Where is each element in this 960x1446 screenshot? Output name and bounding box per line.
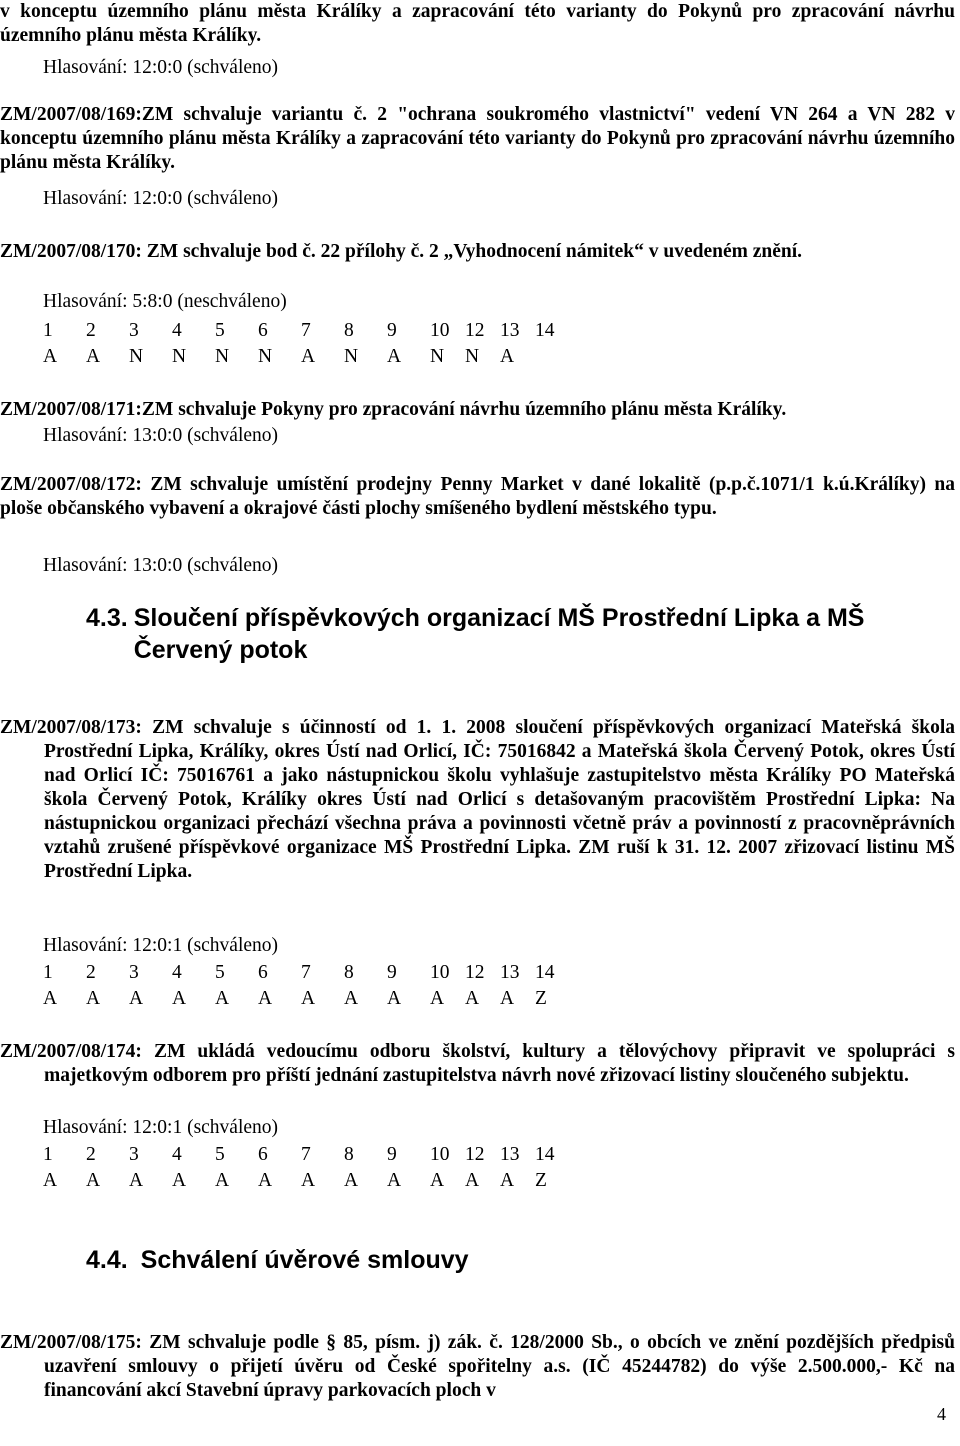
intro-text: v konceptu územního plánu města Králíky a zapracování této varianty do Pokynů pro zpracování návrhu územního plánu města Králíky. xyxy=(0,1,955,46)
resolution-171-text: ZM/2007/08/171:ZM schvaluje Pokyny pro zpracování návrhu územního plánu města Králíky. xyxy=(0,399,787,420)
vote-table-cell: A xyxy=(430,1170,445,1191)
intro-vote: Hlasování: 12:0:0 (schváleno) xyxy=(43,57,279,78)
section-4-4-title: Schválení úvěrové smlouvy xyxy=(140,1246,469,1274)
resolution-174 xyxy=(0,1040,955,1088)
vote-table-cell: A xyxy=(258,1170,273,1191)
vote-table-cell: 1 xyxy=(43,320,53,341)
resolution-174-vote: Hlasování: 12:0:1 (schváleno) xyxy=(43,1117,279,1138)
resolution-172-vote: Hlasování: 13:0:0 (schváleno) xyxy=(43,555,279,576)
resolution-169-text: ZM/2007/08/169:ZM schvaluje variantu č. 2 "ochrana soukromého vlastnictví" vedení VN 264 a VN 282 v konceptu územního plánu města Králíky a zapracování této varianty do Pokynů pro zpracování návrhu územního plánu města Králíky. xyxy=(0,104,955,173)
vote-table-cell: A xyxy=(387,988,402,1009)
vote-table-cell: A xyxy=(86,1170,101,1191)
vote-table-cell: 9 xyxy=(387,962,397,983)
vote-table-cell: A xyxy=(172,1170,187,1191)
resolution-169-vote: Hlasování: 12:0:0 (schváleno) xyxy=(43,188,279,209)
resolution-169 xyxy=(0,103,955,175)
section-4-3-title: Sloučení příspěvkových organizací MŠ Prostřední Lipka a MŠ Červený potok xyxy=(133,604,865,664)
vote-table-cell: 7 xyxy=(301,962,311,983)
vote-table-cell: A xyxy=(387,346,402,367)
vote-table-cell: 13 xyxy=(500,320,520,341)
vote-table-cell: A xyxy=(86,988,101,1009)
vote-table-cell: 13 xyxy=(500,1144,520,1165)
vote-table-cell: A xyxy=(215,1170,230,1191)
vote-table-cell: N xyxy=(258,346,273,367)
vote-table-cell: A xyxy=(43,988,58,1009)
vote-table-cell: A xyxy=(465,1170,480,1191)
vote-table-cell: Z xyxy=(535,988,547,1009)
resolution-170-vote: Hlasování: 5:8:0 (neschváleno) xyxy=(43,291,287,312)
vote-table-cell: 3 xyxy=(129,1144,139,1165)
resolution-171-vote: Hlasování: 13:0:0 (schváleno) xyxy=(43,425,279,446)
resolution-173-vote-table xyxy=(43,960,570,1012)
vote-table-cell: A xyxy=(172,988,187,1009)
vote-table-cell: 8 xyxy=(344,1144,354,1165)
vote-table-cell: 6 xyxy=(258,1144,268,1165)
vote-table-cell: A xyxy=(215,988,230,1009)
vote-table-cell: 5 xyxy=(215,320,225,341)
member-number-row xyxy=(43,960,570,986)
section-4-3-number: 4.3. xyxy=(86,604,128,632)
vote-table-cell: 3 xyxy=(129,320,139,341)
vote-table-cell: N xyxy=(215,346,230,367)
resolution-175 xyxy=(0,1331,955,1403)
vote-table-cell: 6 xyxy=(258,962,268,983)
vote-table-cell: A xyxy=(500,346,515,367)
vote-table-cell: 2 xyxy=(86,320,96,341)
resolution-174-vote-table xyxy=(43,1142,570,1194)
vote-table-cell: 12 xyxy=(465,962,485,983)
section-4-4-heading xyxy=(86,1244,469,1276)
vote-table-cell: A xyxy=(500,988,515,1009)
resolution-172 xyxy=(0,473,955,521)
vote-table-cell: N xyxy=(129,346,144,367)
vote-table-cell: 10 xyxy=(430,1144,450,1165)
vote-table-cell: N xyxy=(465,346,480,367)
vote-table-cell: 8 xyxy=(344,962,354,983)
vote-table-cell: 14 xyxy=(535,320,555,341)
resolution-173-id: ZM/2007/08/173: xyxy=(0,717,142,738)
resolution-170-vote-table xyxy=(43,318,570,370)
vote-table-cell: 10 xyxy=(430,962,450,983)
vote-table-cell: A xyxy=(258,988,273,1009)
vote-table-cell: 6 xyxy=(258,320,268,341)
vote-table-cell: N xyxy=(430,346,445,367)
vote-table-cell: 1 xyxy=(43,962,53,983)
resolution-175-text: ZM schvaluje podle § 85, písm. j) zák. č. 128/2000 Sb., o obcích ve znění pozdějších předpisů uzavření smlouvy o přijetí úvěru od České spořitelny a.s. (IČ 45244782) do výše 2.500.000,- Kč na financování akcí Stavební úpravy parkovacích ploch v xyxy=(44,1332,955,1401)
intro-paragraph xyxy=(0,0,955,48)
resolution-173 xyxy=(0,716,955,884)
page-number: 4 xyxy=(937,1404,946,1424)
vote-table-cell: A xyxy=(344,988,359,1009)
vote-table-cell: A xyxy=(301,1170,316,1191)
section-4-4-number: 4.4. xyxy=(86,1246,128,1274)
vote-table-cell: 13 xyxy=(500,962,520,983)
vote-table-cell: 7 xyxy=(301,320,311,341)
vote-table-cell: A xyxy=(129,1170,144,1191)
vote-table-cell: A xyxy=(344,1170,359,1191)
vote-table-cell: A xyxy=(129,988,144,1009)
vote-table-cell: A xyxy=(86,346,101,367)
vote-table-cell: 4 xyxy=(172,1144,182,1165)
resolution-170 xyxy=(0,240,955,264)
vote-table-cell: 14 xyxy=(535,962,555,983)
resolution-174-paragraph xyxy=(0,1040,955,1088)
vote-table-cell: 7 xyxy=(301,1144,311,1165)
member-vote-row xyxy=(43,344,570,370)
resolution-173-vote: Hlasování: 12:0:1 (schváleno) xyxy=(43,935,279,956)
vote-table-cell: A xyxy=(465,988,480,1009)
resolution-175-paragraph xyxy=(0,1331,955,1403)
vote-table-cell: 9 xyxy=(387,1144,397,1165)
resolution-173-paragraph xyxy=(0,716,955,884)
resolution-173-text: ZM schvaluje s účinností od 1. 1. 2008 sloučení příspěvkových organizací Mateřská škola Prostřední Lipka, Králíky, okres Ústí nad Orlicí, IČ: 75016842 a Mateřská škola Červený Potok, okres Ústí nad Orlicí IČ: 75016761 a jako nástupnickou školu vyhlašuje zastupitelstvo města Králíky PO Mateřská škola Červený Potok, Králíky okres Ústí nad Orlicí s detašovaným pracovištěm Prostřední Lipka: Na nástupnickou organizaci přechází všechna práva a povinnosti včetně práv a povinností z pracovněprávních vztahů zrušené příspěvkové organizace MŠ Prostřední Lipka. ZM ruší k 31. 12. 2007 zřizovací listinu MŠ Prostřední Lipka. xyxy=(44,717,956,882)
vote-table-cell: A xyxy=(43,346,58,367)
member-vote-row xyxy=(43,1168,570,1194)
vote-table-cell: 3 xyxy=(129,962,139,983)
vote-table-cell: 8 xyxy=(344,320,354,341)
resolution-174-text: ZM ukládá vedoucímu odboru školství, kultury a tělovýchovy připravit ve spolupráci s majetkovým odborem pro příští jednání zastupitelstva návrh nové zřizovací listiny sloučeného subjektu. xyxy=(44,1041,956,1086)
vote-table-cell: 9 xyxy=(387,320,397,341)
vote-table-cell: 2 xyxy=(86,1144,96,1165)
vote-table-cell: 12 xyxy=(465,320,485,341)
resolution-175-id: ZM/2007/08/175: xyxy=(0,1332,142,1353)
vote-table-cell: 14 xyxy=(535,1144,555,1165)
member-number-row xyxy=(43,1142,570,1168)
vote-table-cell: A xyxy=(43,1170,58,1191)
vote-table-cell: A xyxy=(430,988,445,1009)
vote-table-cell: N xyxy=(344,346,359,367)
vote-table-cell: 4 xyxy=(172,320,182,341)
section-4-3-heading xyxy=(86,602,956,666)
vote-table-cell: Z xyxy=(535,1170,547,1191)
resolution-170-text: ZM/2007/08/170: ZM schvaluje bod č. 22 přílohy č. 2 „Vyhodnocení námitek“ v uvedeném znění. xyxy=(0,241,803,262)
vote-table-cell: 4 xyxy=(172,962,182,983)
vote-table-cell: N xyxy=(172,346,187,367)
vote-table-cell: 5 xyxy=(215,1144,225,1165)
vote-table-cell: A xyxy=(301,346,316,367)
vote-table-cell: 5 xyxy=(215,962,225,983)
vote-table-cell: 10 xyxy=(430,320,450,341)
vote-table-cell: 1 xyxy=(43,1144,53,1165)
resolution-172-text: ZM/2007/08/172: ZM schvaluje umístění prodejny Penny Market v dané lokalitě (p.p.č.1071/1 k.ú.Králíky) na ploše občanského vybavení a okrajové části plochy smíšeného bydlení městského typu. xyxy=(0,474,955,519)
member-vote-row xyxy=(43,986,570,1012)
resolution-171 xyxy=(0,398,955,422)
vote-table-cell: 12 xyxy=(465,1144,485,1165)
vote-table-cell: A xyxy=(500,1170,515,1191)
member-number-row xyxy=(43,318,570,344)
resolution-174-id: ZM/2007/08/174: xyxy=(0,1041,142,1062)
vote-table-cell: A xyxy=(301,988,316,1009)
vote-table-cell: 2 xyxy=(86,962,96,983)
vote-table-cell: A xyxy=(387,1170,402,1191)
